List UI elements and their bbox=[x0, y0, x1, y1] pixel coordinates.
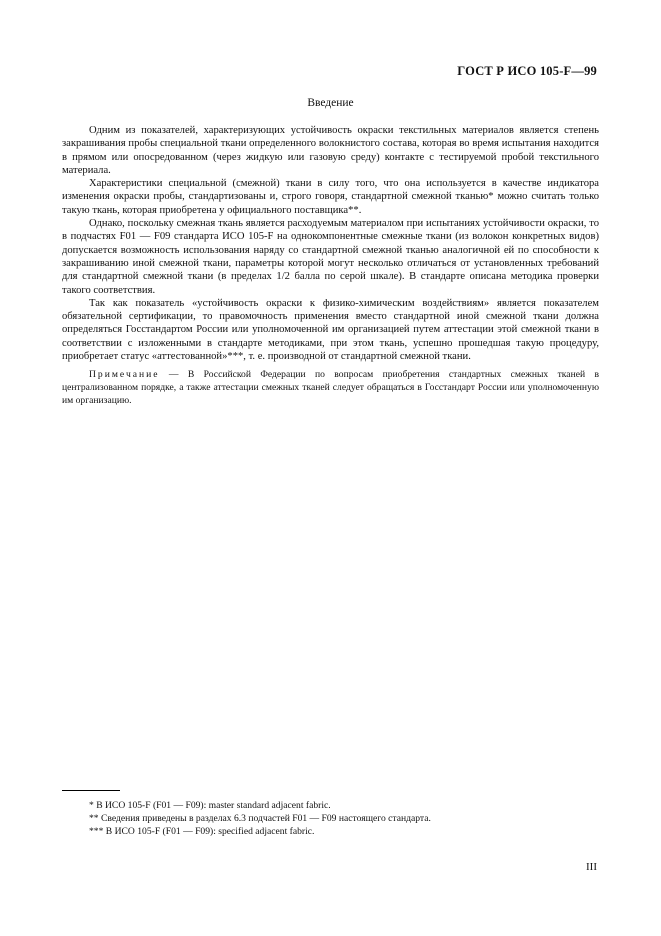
paragraph-3: Однако, поскольку смежная ткань является расходуемым материалом при испытаниях устойчивости окраски, то в подчастях F01 — F09 стандарта ИСО 105-F на однокомпонентные смежные ткани (из волокон конкретных видов) допускается возможность использования наряду со стандартной смежной тканью аналогичной ей по способности к закрашиванию иной смежной ткани, параметры которой могут несколько отличаться от установленных требований для стандартной смежной ткани (в пределах 1/2 балла по серой шкале). В стандарте описана методика проверки такого соответствия. bbox=[62, 218, 599, 296]
note-text: — В Российской Федерации по вопросам приобретения стандартных смежных тканей в централизованном порядке, а также аттестации смежных тканей следует обращаться в Госстандарт России или уполномоченную им организацию. bbox=[62, 369, 599, 406]
footnote-separator bbox=[62, 790, 120, 791]
body-text bbox=[62, 124, 599, 408]
note-label: Примечание bbox=[89, 369, 160, 381]
footnote-1: * В ИСО 105-F (F01 — F09): master standard adjacent fabric. bbox=[89, 800, 331, 811]
paragraph-2: Характеристики специальной (смежной) ткани в силу того, что она используется в качестве индикатора изменения окраски пробы, стандартизованы и, строго говоря, стандартной смежной тканью* можно считать только такую ткань, которая приобретена у официального поставщика**. bbox=[62, 178, 599, 216]
footnote-2: ** Сведения приведены в разделах 6.3 подчастей F01 — F09 настоящего стандарта. bbox=[89, 813, 431, 825]
paragraph-1: Одним из показателей, характеризующих устойчивость окраски текстильных материалов является степень закрашивания пробы специальной ткани определенного волокнистого состава, которая во время испытания находится в прямом или опосредованном (через жидкую или газовую среду) контакте с тестируемой пробой текстильного материала. bbox=[62, 125, 599, 176]
footnotes bbox=[89, 799, 599, 839]
note bbox=[62, 369, 599, 407]
footnote-3: *** В ИСО 105-F (F01 — F09): specified adjacent fabric. bbox=[89, 826, 315, 838]
section-title: Введение bbox=[307, 97, 354, 109]
page-number: III bbox=[586, 861, 597, 873]
document-code: ГОСТ Р ИСО 105-F—99 bbox=[457, 64, 597, 78]
paragraph-4: Так как показатель «устойчивость окраски к физико-химическим воздействиям» является показателем обязательной сертификации, то правомочность применения вместо стандартной иной смежной ткани должна определяться Госстандартом России или уполномоченной им организацией путем аттестации этой смежной ткани в соответствии с изложенными в стандарте методиками, при этом ткань, успешно прошедшая такую процедуру, приобретает статус «аттестованной»***, т. е. производной от стандартной смежной ткани. bbox=[62, 297, 599, 363]
